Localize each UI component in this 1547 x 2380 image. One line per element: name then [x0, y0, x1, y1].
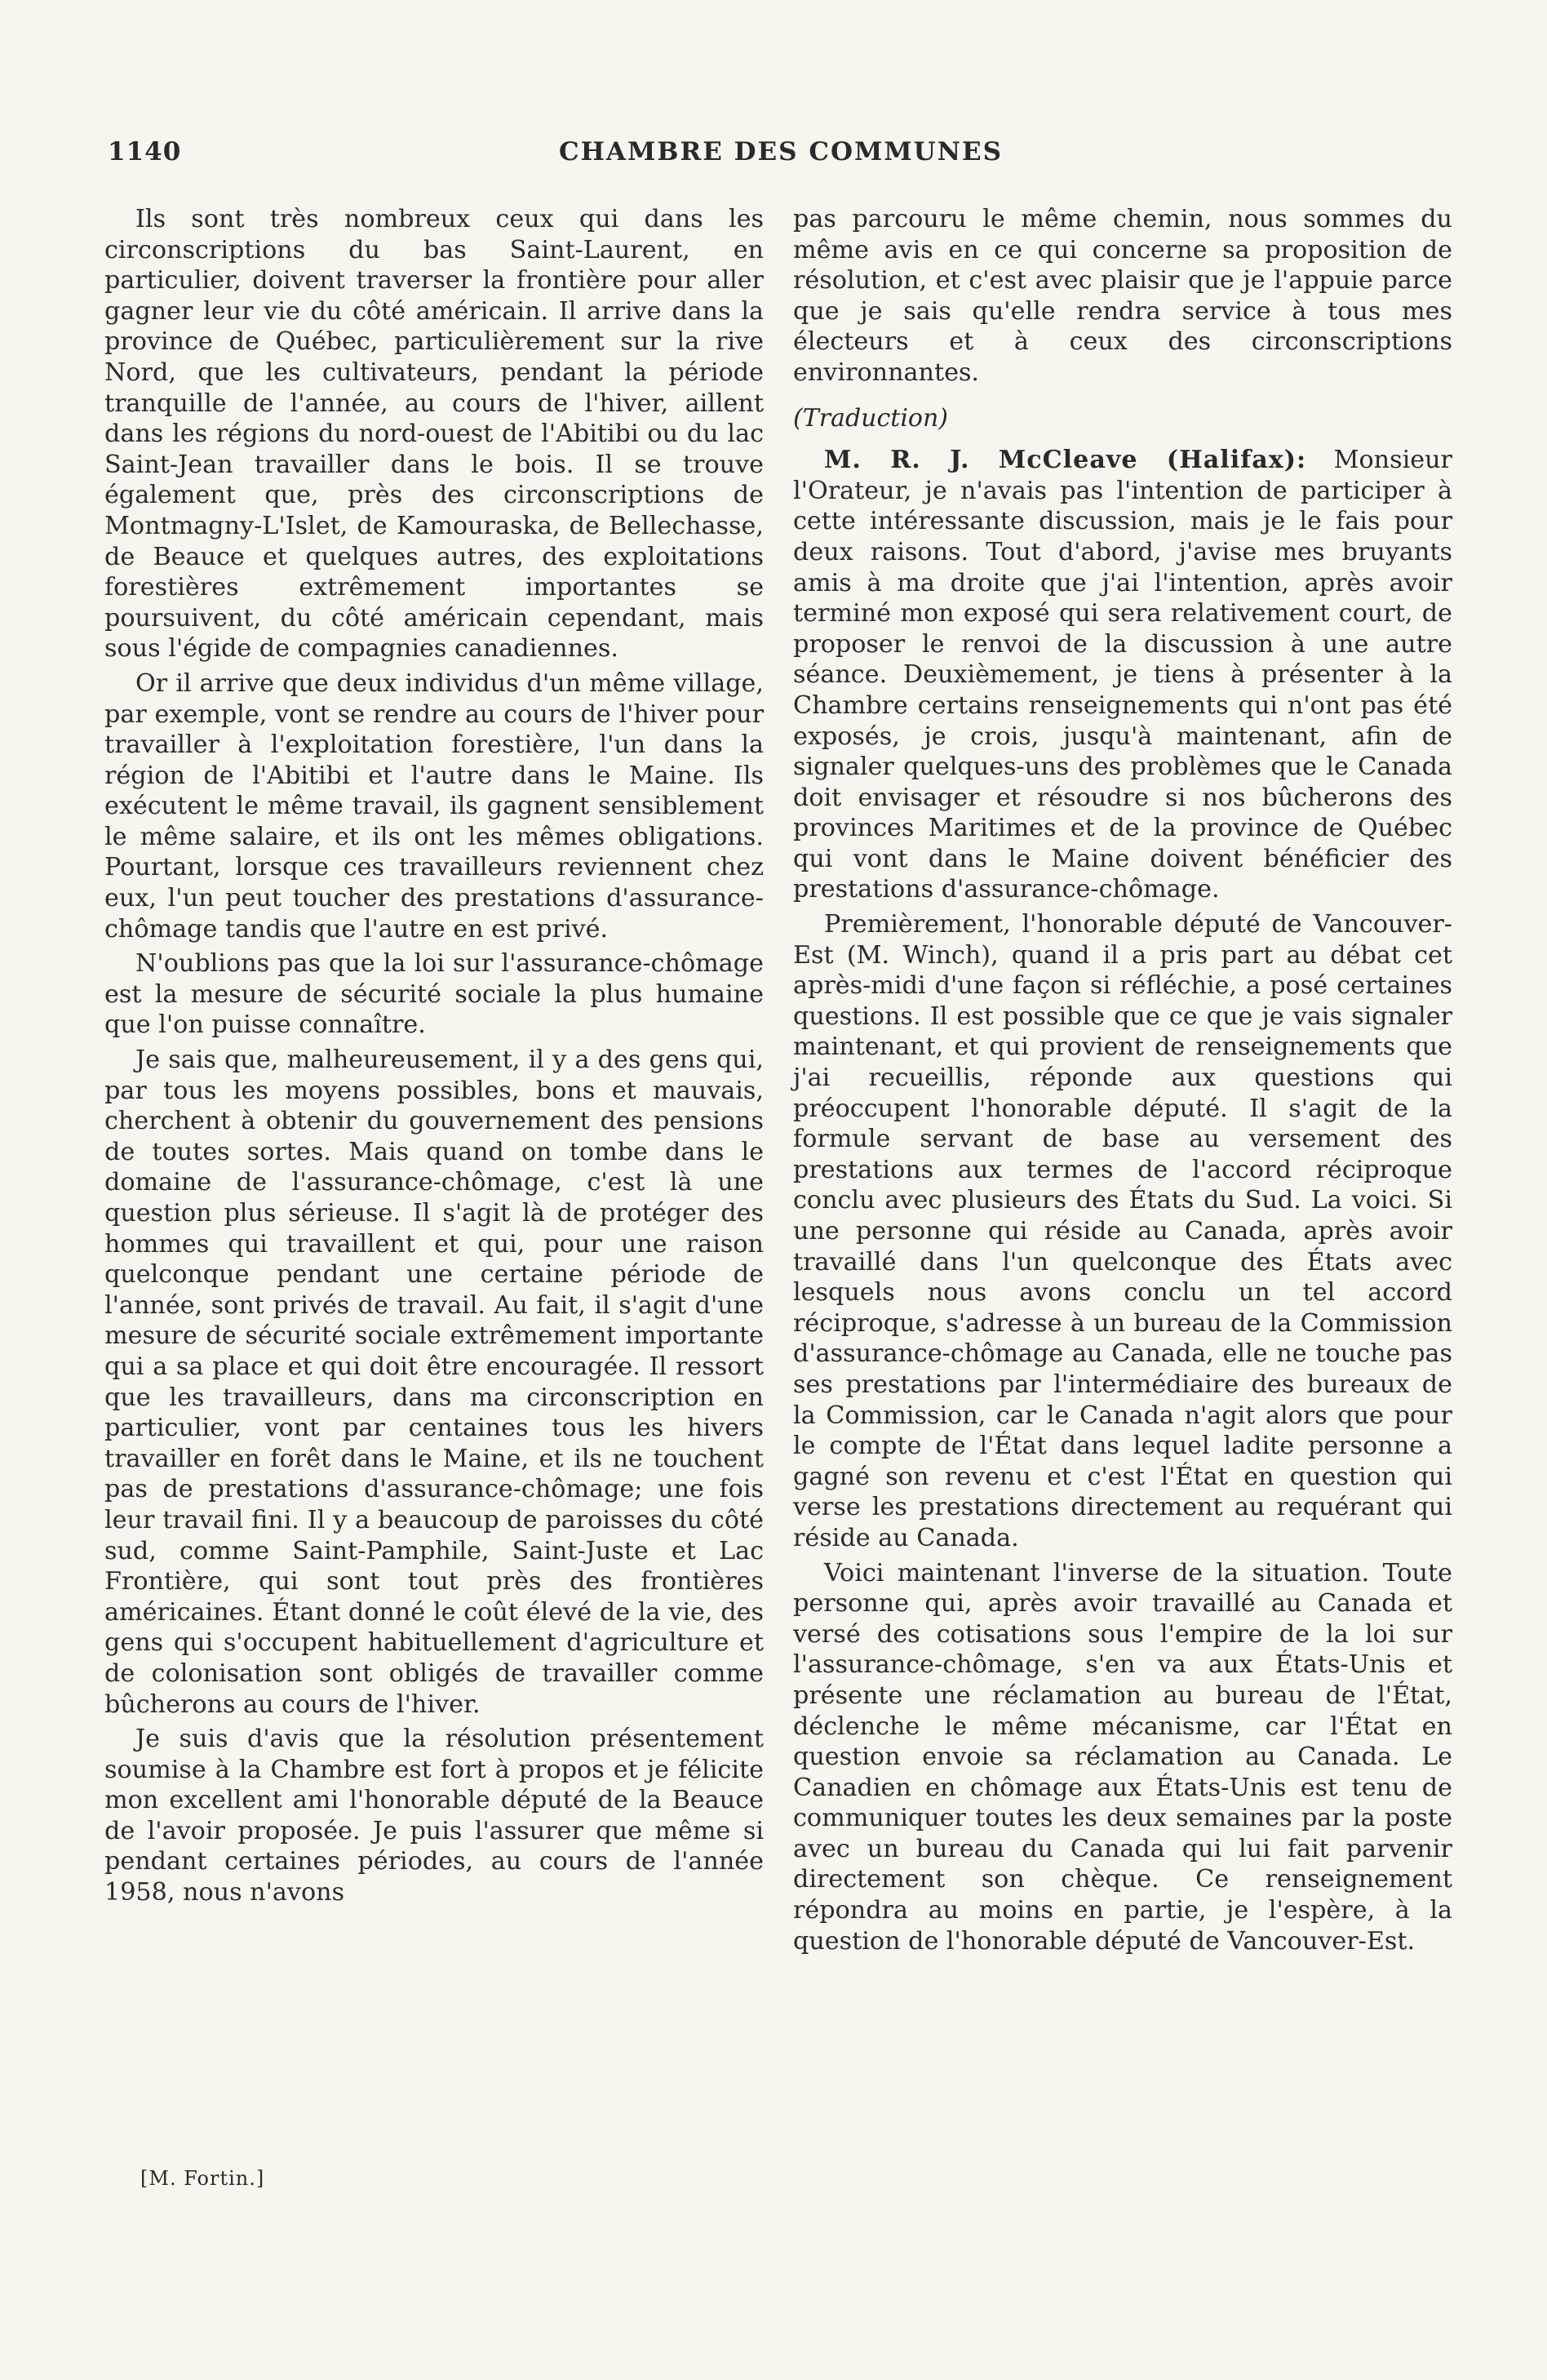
left-paragraph-5: Je suis d'avis que la résolution présentement soumise à la Chambre est fort à propos et je félicite mon excellent ami l'honorable député de la Beauce de l'avoir proposée. Je puis l'assurer que même si pendant certaines périodes, au cours de l'année 1958, nous n'avons — [104, 1725, 764, 1907]
speaker-name: M. R. J. McCleave (Halifax): — [824, 446, 1307, 475]
left-paragraph-3: N'oublions pas que la loi sur l'assurance-chômage est la mesure de sécurité sociale la plus humaine que l'on puisse connaître. — [104, 949, 764, 1040]
left-paragraph-2: Or il arrive que deux individus d'un même village, par exemple, vont se rendre au cours de l'hiver pour travailler à l'exploitation forestière, l'un dans la région de l'Abitibi et l'autre dans le Maine. Ils exécutent le même travail, ils gagnent sensiblement le même salaire, et ils ont les mêmes obligations. Pourtant, lorsque ces travailleurs reviennent chez eux, l'un peut toucher des prestations d'assurance-chômage tandis que l'autre en est privé. — [104, 668, 764, 944]
speaker-reference: [M. Fortin.] — [140, 2167, 265, 2190]
left-paragraph-1: Ils sont très nombreux ceux qui dans les circonscriptions du bas Saint-Laurent, en particulier, doivent traverser la frontière pour aller gagner leur vie du côté américain. Il arrive dans la province de Québec, particulièrement sur la rive Nord, que les cultivateurs, pendant la période tranquille de l'année, au cours de l'hiver, aillent dans les régions du nord-ouest de l'Abitibi ou du lac Saint-Jean travailler dans le bois. Il se trouve également que, près des circonscriptions de Montmagny-L'Islet, de Kamouraska, de Bellechasse, de Beauce et quelques autres, des exploitations forestières extrêmement importantes se poursuivent, du côté américain cependant, mais sous l'égide de compagnies canadiennes. — [104, 205, 764, 664]
right-paragraph-2: Voici maintenant l'inverse de la situation. Toute personne qui, après avoir travaillé au Canada et versé des cotisations sous l'empire de la loi sur l'assurance-chômage, s'en va aux États-Unis et présente une réclamation au bureau de l'État, déclenche le même mécanisme, car l'État en question envoie sa réclamation au Canada. Le Canadien en chômage aux États-Unis est tenu de communiquer toutes les deux semaines par la poste avec un bureau du Canada qui lui fait parvenir directement son chèque. Ce renseignement répondra au moins en partie, je l'espère, à la question de l'honorable député de Vancouver-Est. — [793, 1558, 1452, 1956]
left-paragraph-4: Je sais que, malheureusement, il y a des gens qui, par tous les moyens possibles, bons et mauvais, cherchent à obtenir du gouvernement des pensions de toutes sortes. Mais quand on tombe dans le domaine de l'assurance-chômage, c'est là une question plus sérieuse. Il s'agit là de protéger des hommes qui travaillent et qui, pour une raison quelconque pendant une certaine période de l'année, sont privés de travail. Au fait, il s'agit d'une mesure de sécurité sociale extrêmement importante qui a sa place et qui doit être encouragée. Il ressort que les travailleurs, dans ma circonscription en particulier, vont par centaines tous les hivers travailler en forêt dans le Maine, et ils ne touchent pas de prestations d'assurance-chômage; une fois leur travail fini. Il y a beaucoup de paroisses du côté sud, comme Saint-Pamphile, Saint-Juste et Lac Frontière, qui sont tout près des frontières américaines. Étant donné le coût élevé de la vie, des gens qui s'occupent habituellement d'agriculture et de colonisation sont obligés de travailler comme bûcherons au cours de l'hiver. — [104, 1046, 764, 1719]
right-column — [793, 204, 1452, 1960]
right-paragraph-1: Premièrement, l'honorable député de Vancouver-Est (M. Winch), quand il a pris part au débat cet après-midi d'une façon si réfléchie, a posé certaines questions. Il est possible que ce que je vais signaler maintenant, et qui provient de renseignements que j'ai recueillis, réponde aux questions qui préoccupent l'honorable député. Il s'agit de la formule servant de base au versement des prestations aux termes de l'accord réciproque conclu avec plusieurs des États du Sud. La voici. Si une personne qui réside au Canada, après avoir travaillé dans l'un quelconque des États avec lesquels nous avons conclu un tel accord réciproque, s'adresse à un bureau de la Commission d'assurance-chômage au Canada, elle ne touche pas ses prestations par l'intermédiaire des bureaux de la Commission, car le Canada n'agit alors que pour le compte de l'État dans lequel ladite personne a gagné son revenu et c'est l'État en question qui verse les prestations directement au requérant qui réside au Canada. — [793, 910, 1452, 1552]
speech-opening-text: Monsieur l'Orateur, je n'avais pas l'intention de participer à cette intéressante discussion, mais je le fais pour deux raisons. Tout d'abord, j'avise mes bruyants amis à ma droite que j'ai l'intention, après avoir terminé mon exposé qui sera relativement court, de proposer le renvoi de la discussion à une autre séance. Deuxièmement, je tiens à présenter à la Chambre certains renseignements qui n'ont pas été exposés, je crois, jusqu'à maintenant, afin de signaler quelques-uns des problèmes que le Canada doit envisager et résoudre si nos bûcherons des provinces Maritimes et de la province de Québec qui vont dans le Maine doivent bénéficier des prestations d'assurance-chômage. — [793, 446, 1452, 904]
page-header — [108, 137, 1454, 178]
page-number: 1140 — [108, 137, 182, 167]
speech-opening-paragraph — [793, 445, 1452, 905]
left-column — [104, 204, 764, 1912]
right-continuation-paragraph: pas parcouru le même chemin, nous sommes du même avis en ce qui concerne sa proposition de résolution, et c'est avec plaisir que je l'appuie parce que je sais qu'elle rendra service à tous mes électeurs et à ceux des circonscriptions environnantes. — [793, 205, 1452, 387]
running-title: CHAMBRE DES COMMUNES — [558, 137, 1004, 167]
translation-note: (Traduction) — [793, 403, 949, 433]
